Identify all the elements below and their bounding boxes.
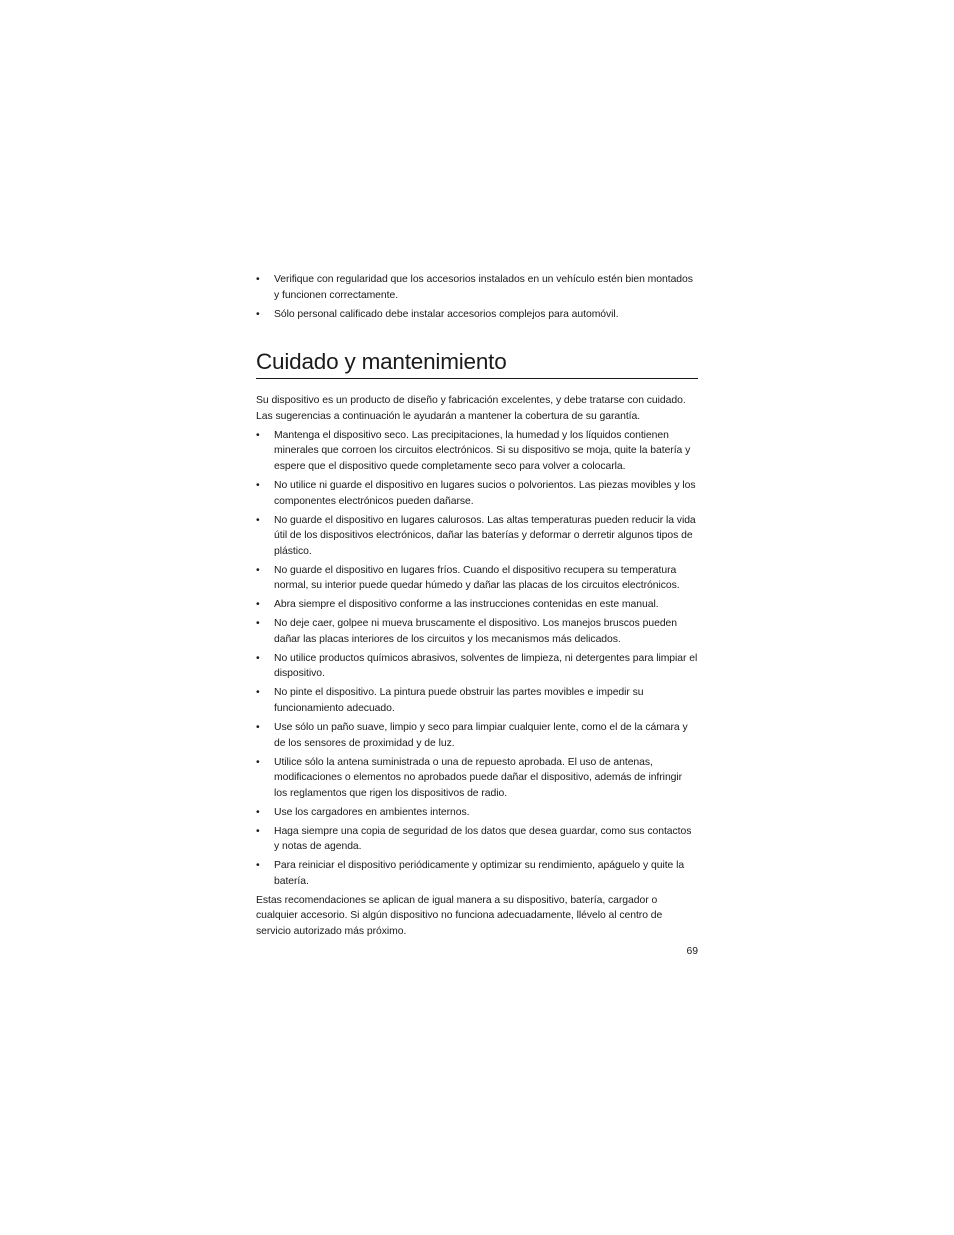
care-bullet-list xyxy=(256,428,698,890)
bullet-glyph: • xyxy=(256,564,260,576)
list-item xyxy=(256,428,698,475)
list-item xyxy=(256,307,698,323)
bullet-glyph: • xyxy=(256,274,260,285)
list-item xyxy=(256,720,698,751)
bullet-glyph: • xyxy=(256,479,260,491)
list-item-text: Sólo personal calificado debe instalar accesorios complejos para automóvil. xyxy=(274,308,619,320)
section-title: Cuidado y mantenimiento xyxy=(256,349,507,375)
bullet-glyph: • xyxy=(256,860,260,872)
list-item xyxy=(256,651,698,682)
list-item-text: Verifique con regularidad que los accesorios instalados en un vehículo estén bien montados y funcionen correctamente. xyxy=(274,274,693,301)
bullet-glyph: • xyxy=(256,756,260,768)
bullet-glyph: • xyxy=(256,652,260,664)
list-item xyxy=(256,824,698,855)
bullet-glyph: • xyxy=(256,308,260,320)
closing-paragraph: Estas recomendaciones se aplican de igual manera a su dispositivo, batería, cargador o cualquier accesorio. Si algún dispositivo no funciona adecuadamente, llévelo al centro de servicio autorizado más próximo. xyxy=(256,894,663,938)
title-divider xyxy=(256,378,698,379)
list-item xyxy=(256,616,698,647)
list-item-text: Para reiniciar el dispositivo periódicamente y optimizar su rendimiento, apáguelo y quite la batería. xyxy=(274,860,685,887)
list-item-text: No guarde el dispositivo en lugares fríos. Cuando el dispositivo recupera su temperatura normal, su interior puede quedar húmedo y dañar las placas de los circuitos electrónicos. xyxy=(274,564,680,592)
list-item xyxy=(256,597,698,613)
bullet-glyph: • xyxy=(256,721,260,733)
list-item-text: Use los cargadores en ambientes internos. xyxy=(274,806,470,818)
list-item xyxy=(256,858,698,889)
list-item-text: No utilice ni guarde el dispositivo en lugares sucios o polvorientos. Las piezas movibles y los componentes electrónicos pueden dañarse. xyxy=(274,479,696,507)
bullet-glyph: • xyxy=(256,599,260,611)
list-item xyxy=(256,755,698,802)
bullet-glyph: • xyxy=(256,806,260,818)
list-item xyxy=(256,513,698,560)
page-content xyxy=(256,272,698,959)
top-bullet-list xyxy=(256,272,698,322)
list-item xyxy=(256,685,698,716)
list-item-text: Mantenga el dispositivo seco. Las precipitaciones, la humedad y los líquidos contienen minerales que corroen los circuitos electrónicos. Si su dispositivo se moja, quite la batería y espere que el dispositivo quede completamente seco para volver a colocarla. xyxy=(274,429,691,472)
list-item xyxy=(256,272,698,303)
page-number: 69 xyxy=(686,945,698,957)
list-item-text: Abra siempre el dispositivo conforme a las instrucciones contenidas en este manual. xyxy=(274,599,659,611)
list-item-text: No deje caer, golpee ni mueva bruscamente el dispositivo. Los manejos bruscos pueden dañar las placas interiores de los circuitos y los mecanismos más delicados. xyxy=(274,618,678,645)
bullet-glyph: • xyxy=(256,825,260,837)
bullet-glyph: • xyxy=(256,514,260,526)
bullet-glyph: • xyxy=(256,687,260,699)
list-item-text: Haga siempre una copia de seguridad de los datos que desea guardar, como sus contactos y notas de agenda. xyxy=(274,825,692,853)
bullet-glyph: • xyxy=(256,618,260,630)
list-item xyxy=(256,563,698,594)
list-item-text: No utilice productos químicos abrasivos, solventes de limpieza, ni detergentes para limpiar el dispositivo. xyxy=(274,652,698,680)
intro-paragraph: Su dispositivo es un producto de diseño y fabricación excelentes, y debe tratarse con cuidado. Las sugerencias a continuación le ayudarán a mantener la cobertura de su garantía. xyxy=(256,395,686,422)
list-item-text: Utilice sólo la antena suministrada o una de repuesto aprobada. El uso de antenas, modificaciones o elementos no aprobados puede dañar el dispositivo, además de infringir los reglamentos que rigen los dispositivos de radio. xyxy=(274,756,683,799)
list-item-text: No guarde el dispositivo en lugares calurosos. Las altas temperaturas pueden reducir la vida útil de los dispositivos electrónicos, dañar las baterías y deformar o derretir algunos tipos de plástico. xyxy=(274,514,696,557)
list-item xyxy=(256,805,698,821)
bullet-glyph: • xyxy=(256,429,260,441)
list-item-text: Use sólo un paño suave, limpio y seco para limpiar cualquier lente, como el de la cámara y de los sensores de proximidad y de luz. xyxy=(274,721,688,749)
list-item xyxy=(256,478,698,509)
list-item-text: No pinte el dispositivo. La pintura puede obstruir las partes movibles e impedir su funcionamiento adecuado. xyxy=(274,687,644,714)
